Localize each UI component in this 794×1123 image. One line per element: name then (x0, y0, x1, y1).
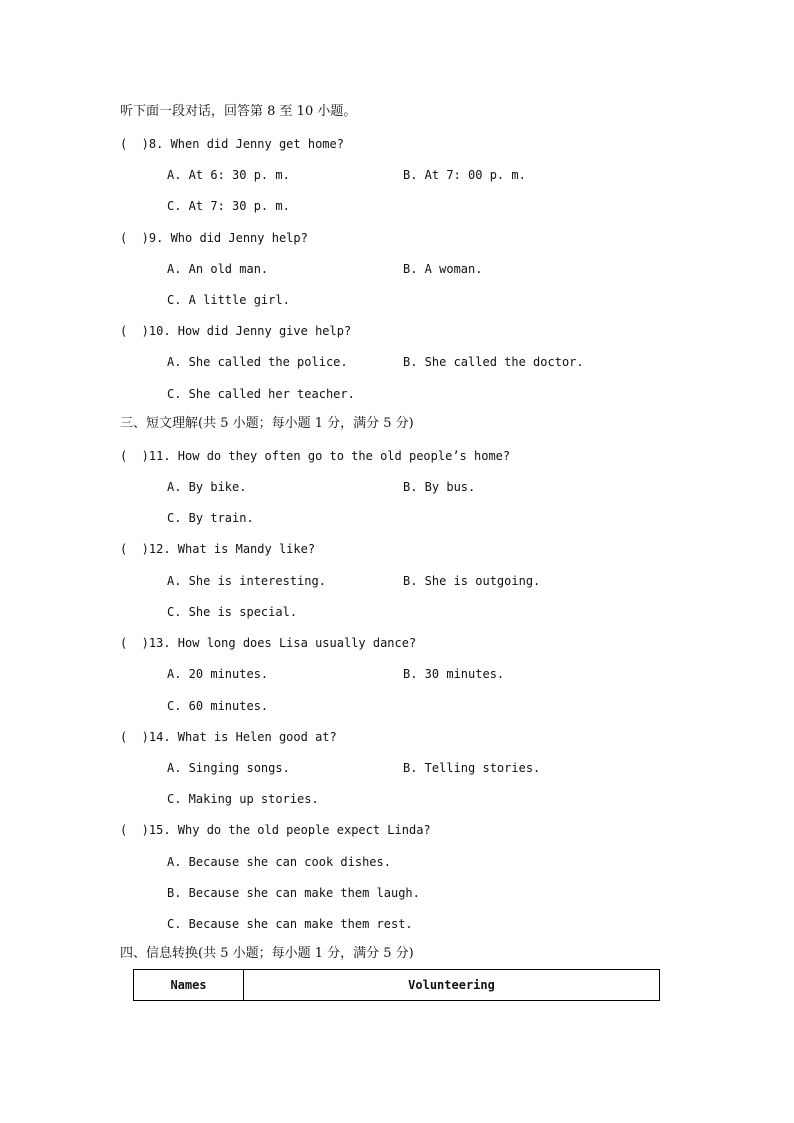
question-12: ( )12. What is Mandy like? (120, 542, 316, 556)
table-header-names: Names (134, 970, 244, 1000)
q13-option-c: C. 60 minutes. (167, 699, 269, 713)
question-13: ( )13. How long does Lisa usually dance? (120, 636, 417, 650)
q10-option-b: B. She called the doctor. (403, 355, 584, 369)
q15-option-b: B. Because she can make them laugh. (167, 886, 420, 900)
q12-option-a: A. She is interesting. (167, 574, 326, 588)
q14-option-a: A. Singing songs. (167, 761, 290, 775)
section-4-heading: 四、信息转换(共 5 小题；每小题 1 分，满分 5 分) (120, 946, 414, 961)
q8-option-a: A. At 6: 30 p. m. (167, 168, 290, 182)
q13-option-a: A. 20 minutes. (167, 667, 269, 681)
q15-option-a: A. Because she can cook dishes. (167, 855, 391, 869)
q9-option-c: C. A little girl. (167, 293, 290, 307)
info-table-header (133, 969, 660, 1001)
q8-option-c: C. At 7: 30 p. m. (167, 199, 290, 213)
question-10: ( )10. How did Jenny give help? (120, 324, 352, 338)
q9-option-a: A. An old man. (167, 262, 269, 276)
question-9: ( )9. Who did Jenny help? (120, 231, 308, 245)
question-14: ( )14. What is Helen good at? (120, 730, 337, 744)
q10-option-a: A. She called the police. (167, 355, 348, 369)
question-15: ( )15. Why do the old people expect Linda? (120, 823, 431, 837)
listening-heading: 听下面一段对话，回答第 8 至 10 小题。 (120, 104, 357, 119)
question-11: ( )11. How do they often go to the old people’s home? (120, 449, 511, 463)
q11-option-c: C. By train. (167, 511, 254, 525)
question-8: ( )8. When did Jenny get home? (120, 137, 344, 151)
q11-option-a: A. By bike. (167, 480, 247, 494)
section-3-heading: 三、短文理解(共 5 小题；每小题 1 分，满分 5 分) (120, 416, 414, 431)
q12-option-c: C. She is special. (167, 605, 298, 619)
q10-option-c: C. She called her teacher. (167, 387, 355, 401)
table-header-volunteering: Volunteering (408, 978, 495, 992)
q13-option-b: B. 30 minutes. (403, 667, 505, 681)
q15-option-c: C. Because she can make them rest. (167, 917, 413, 931)
q11-option-b: B. By bus. (403, 480, 476, 494)
q14-option-b: B. Telling stories. (403, 761, 541, 775)
q14-option-c: C. Making up stories. (167, 792, 319, 806)
q9-option-b: B. A woman. (403, 262, 483, 276)
q8-option-b: B. At 7: 00 p. m. (403, 168, 526, 182)
q12-option-b: B. She is outgoing. (403, 574, 541, 588)
